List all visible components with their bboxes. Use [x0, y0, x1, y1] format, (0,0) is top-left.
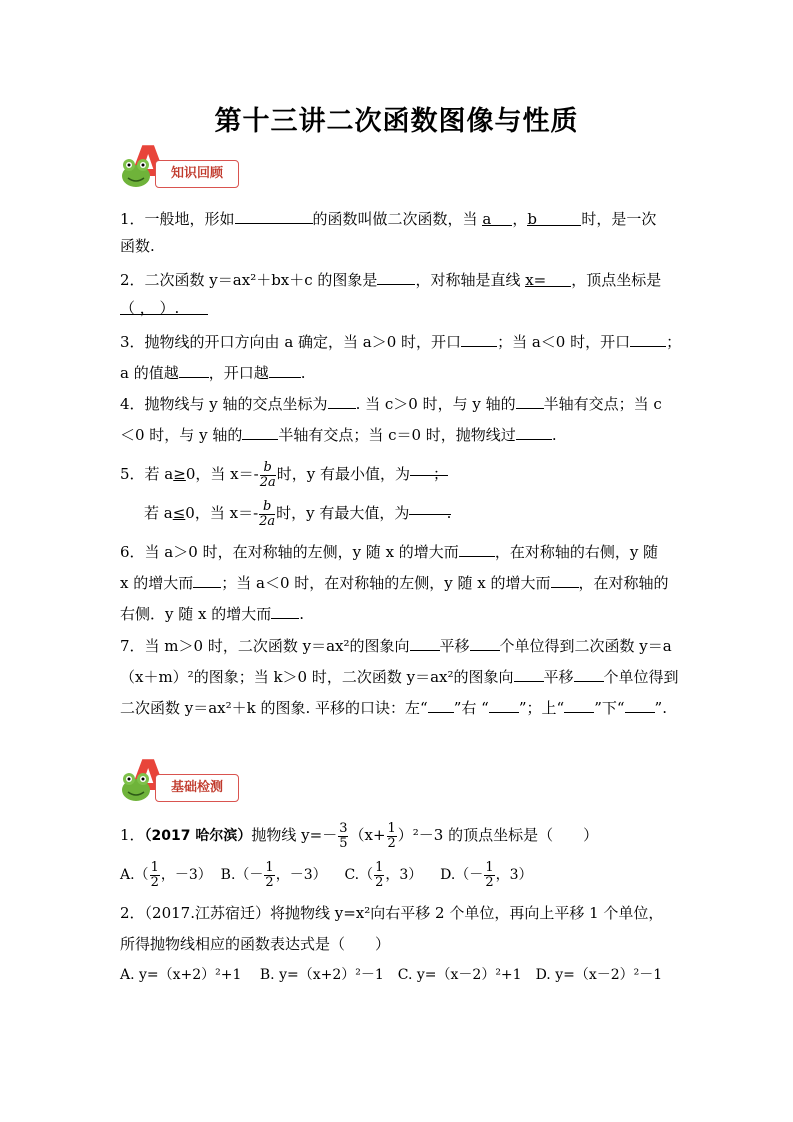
basic-q2-line2: 所得抛物线相应的函数表达式是（ ） [120, 935, 391, 953]
review-q2-line1: 2．二次函数 y＝ax²＋bx＋c 的图象是 ，对称轴是直线 x= ，顶点坐标是 [120, 268, 661, 290]
review-q1-line1: 1．一般地，形如 的函数叫做二次函数，当 a ，b 时，是一次 [120, 207, 656, 229]
review-q5-line2: 若 a≤0，当 x＝- $\frac{b}{2a}$ 时，y 有最大值，为 . [144, 498, 452, 529]
section-label: 知识回顾 [155, 160, 239, 188]
basic-q2-line1: 2．（2017.江苏宿迁）将抛物线 y=x²向右平移 2 个单位，再向上平移 1 个单位， [120, 904, 664, 922]
basic-q1: 1．（2017 哈尔滨）抛物线 y=－ $\frac{3}{5}$ （x+ $\frac{1}{2}$ ）²－3 的顶点坐标是（ ） [120, 820, 599, 851]
basic-q1-options: A.（ $\frac{1}{2}$ ，－3） B.（－ $\frac{1}{2}$ ，－3） C.（ $\frac{1}{2}$ ，3） D.（－ $\frac{1}{2}$ ，3） [120, 859, 533, 890]
review-q6-line3: 右侧．y 随 x 的增大而 . [120, 602, 304, 624]
review-q6-line2: x 的增大而 ；当 a＜0 时，在对称轴的左侧，y 随 x 的增大而 ，在对称轴的 [120, 571, 669, 593]
review-q4-line2: ＜0 时，与 y 轴的 半轴有交点；当 c＝0 时，抛物线过 . [120, 423, 557, 445]
review-q7-line3: 二次函数 y＝ax²＋k 的图象. 平移的口诀：左“ ”右 “ ”；上“ ”下“ ”. [120, 696, 667, 718]
review-q4-line1: 4．抛物线与 y 轴的交点坐标为 . 当 c＞0 时，与 y 轴的 半轴有交点；当 c [120, 392, 662, 414]
review-q3-line2: a 的值越 ，开口越 . [120, 361, 306, 383]
section-label: 基础检测 [155, 774, 239, 802]
section-header-review [118, 140, 242, 196]
review-q1-line2: 函数. [120, 237, 155, 255]
frog-icon [118, 768, 154, 804]
basic-q2-options: A. y=（x+2）²+1 B. y=（x+2）²－1 C. y=（x－2）²+1 D. y=（x－2）²－1 [120, 967, 663, 983]
review-q6-line1: 6．当 a＞0 时，在对称轴的左侧，y 随 x 的增大而 ，在对称轴的右侧，y 随 [120, 540, 658, 562]
section-header-basic [118, 754, 242, 810]
review-q3-line1: 3．抛物线的开口方向由 a 确定，当 a＞0 时，开口 ；当 a＜0 时，开口 ； [120, 330, 681, 352]
frog-icon [118, 154, 154, 190]
review-q7-line1: 7．当 m＞0 时，二次函数 y＝ax²的图象向 平移 个单位得到二次函数 y＝a [120, 634, 672, 656]
review-q5-line1: 5．若 a≥0，当 x＝- $\frac{b}{2a}$ 时，y 有最小值，为 ； [120, 459, 448, 490]
page-title: 第十三讲二次函数图像与性质 [214, 106, 579, 137]
review-q2-line2: （ ， ）. [120, 298, 208, 318]
review-q7-line2: （x＋m）²的图象；当 k＞0 时，二次函数 y＝ax²的图象向 平移 个单位得到 [120, 665, 679, 687]
